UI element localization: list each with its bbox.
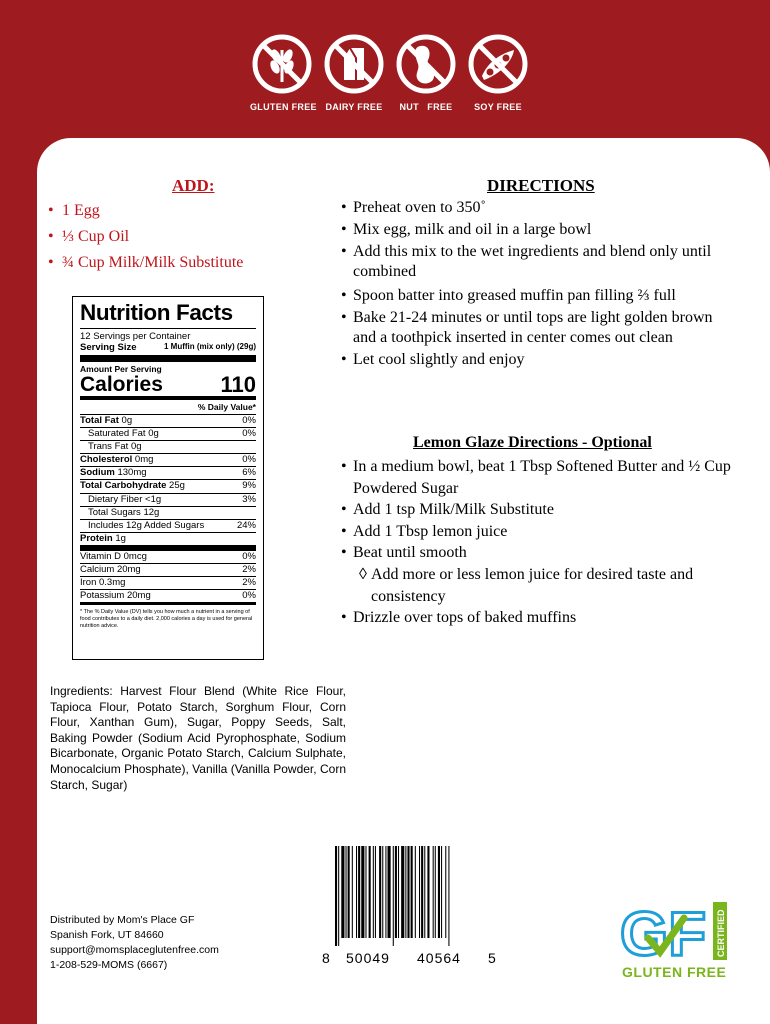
mineral-row: Calcium 20mg 2% — [80, 564, 256, 577]
barcode-bar — [441, 846, 442, 938]
barcode-bar — [369, 846, 371, 938]
mineral-row: Vitamin D 0mcg 0% — [80, 551, 256, 564]
barcode-bar — [361, 846, 364, 938]
list-item: • Add this mix to the wet ingredients and blend only until combined — [341, 242, 731, 282]
barcode-bar — [346, 846, 347, 938]
barcode-bar — [415, 846, 416, 938]
badge-label: GLUTEN FREE — [250, 102, 317, 112]
distributor-phone: 1-208-529-MOMS (6667) — [50, 959, 168, 971]
ingredients-text: Ingredients: Harvest Flour Blend (White Rice Flour, Tapioca Flour, Potato Starch, Sorghum Flour, Corn Flour, Xanthan Gum), Sugar, Poppy Seeds, Salt, Baking Powder (Sodium Acid Pyrophosphate, Sodium Bicarbonate, Organic Potato Starch, Calcium Sulphate, Monocalcium Phosphate), Vanilla (Vanilla Powder, Corn Starch, Sugar) — [50, 684, 346, 792]
barcode-check-digit: 5 — [488, 950, 497, 966]
nutrition-footnote: * The % Daily Value (DV) tells you how much a nutrient in a serving of food contributes to a daily diet. 2,000 calories a day is used for general nutrition advice. — [80, 602, 256, 630]
barcode-bar — [388, 846, 391, 938]
nutrient-row: Includes 12g Added Sugars 24% — [80, 520, 256, 533]
nutrient-row: Sodium 130mg 6% — [80, 467, 256, 480]
barcode-digit: 8 — [322, 950, 331, 966]
barcode-bar — [385, 846, 386, 938]
nutrient-row: Cholesterol 0mg 0% — [80, 454, 256, 467]
barcode-bar — [382, 846, 383, 938]
gluten-free-badge — [250, 32, 317, 112]
badge-label: DAIRY FREE — [325, 102, 383, 112]
barcode-bar — [393, 846, 394, 946]
list-item: • Preheat oven to 350˚ — [341, 198, 731, 218]
barcode-bar — [407, 846, 409, 938]
barcode-bar — [405, 846, 406, 938]
allergen-badges — [250, 32, 530, 122]
barcode-bar — [398, 846, 399, 938]
barcode-bar — [358, 846, 360, 938]
barcode-bar — [433, 846, 434, 938]
barcode-bar — [356, 846, 357, 938]
nutrition-title: Nutrition Facts — [80, 300, 233, 325]
list-item: • Spoon batter into greased muffin pan filling ⅔ full — [341, 286, 731, 306]
directions-list — [341, 198, 731, 372]
list-item: • ⅓ Cup Oil — [48, 228, 130, 245]
nutrient-row: Total Sugars 12g — [80, 507, 256, 520]
distributor-info — [50, 913, 219, 973]
distributor-email: support@momsplaceglutenfree.com — [50, 944, 219, 956]
distributor-address: Spanish Fork, UT 84660 — [50, 929, 164, 941]
barcode-bar — [448, 846, 449, 946]
barcode-bar — [373, 846, 374, 938]
barcode-digits-right: 40564 — [417, 950, 461, 966]
barcode-bar — [375, 846, 376, 938]
badge-label: NUT FREE — [399, 102, 453, 112]
barcode-bar — [341, 846, 344, 938]
barcode-bar — [421, 846, 423, 938]
dairy-free-icon — [322, 32, 386, 96]
serving-size: Serving Size 1 Muffin (mix only) (29g) — [80, 342, 256, 362]
list-item: • Add 1 tsp Milk/Milk Substitute — [341, 499, 731, 521]
calories-row: Calories 110 — [80, 374, 256, 400]
gluten-free-certified-logo — [618, 900, 730, 980]
list-item: • Add 1 Tbsp lemon juice — [341, 521, 731, 543]
daily-value-header: % Daily Value* — [80, 400, 256, 415]
barcode-bar — [445, 846, 446, 938]
barcode-bar — [352, 846, 353, 938]
directions-title: DIRECTIONS — [487, 176, 595, 195]
list-item: • ¾ Cup Milk/Milk Substitute — [48, 254, 244, 271]
list-item: • Let cool slightly and enjoy — [341, 350, 731, 370]
barcode-bar — [395, 846, 397, 938]
barcode-bar — [335, 846, 337, 946]
nutrient-row: Protein 1g — [80, 533, 256, 551]
sub-list-item: ◊ Add more or less lemon juice for desired taste and consistency — [359, 565, 694, 605]
distributor-line: Distributed by Mom's Place GF — [50, 914, 195, 926]
nutrition-facts-panel — [72, 296, 264, 660]
nutrient-row: Dietary Fiber <1g 3% — [80, 494, 256, 507]
gf-caption: GLUTEN FREE — [622, 964, 727, 980]
barcode — [333, 846, 497, 946]
mineral-row: Iron 0.3mg 2% — [80, 577, 256, 590]
add-list — [48, 200, 243, 278]
barcode-digits-left: 50049 — [346, 950, 390, 966]
list-item: • Beat until smooth — [341, 542, 731, 564]
soy-free-badge — [466, 32, 530, 112]
badge-label: SOY FREE — [474, 102, 522, 112]
nut-free-badge — [394, 32, 458, 112]
list-item: • Drizzle over tops of baked muffins — [341, 607, 731, 629]
barcode-bar — [348, 846, 350, 938]
nutrient-row: Trans Fat 0g — [80, 441, 256, 454]
barcode-bar — [419, 846, 420, 938]
glaze-list — [341, 456, 731, 629]
gluten-free-icon — [250, 32, 314, 96]
nutrient-row: Saturated Fat 0g 0% — [80, 428, 256, 441]
barcode-bar — [424, 846, 425, 938]
nutrient-row: Total Fat 0g 0% — [80, 415, 256, 428]
glaze-title: Lemon Glaze Directions - Optional — [413, 434, 652, 451]
amount-per-serving: Amount Per Serving — [80, 364, 162, 374]
barcode-bar — [427, 846, 429, 938]
barcode-bar — [438, 846, 440, 938]
servings-per-container: 12 Servings per Container — [80, 328, 256, 342]
diamond-bullet: ◊ — [359, 565, 367, 583]
list-item: • 1 Egg — [48, 202, 100, 219]
barcode-bar — [411, 846, 413, 938]
certified-text: CERTIFIED — [716, 909, 726, 957]
list-item: • Mix egg, milk and oil in a large bowl — [341, 220, 731, 240]
barcode-bar — [379, 846, 381, 938]
list-item: • Bake 21-24 minutes or until tops are light golden brown and a toothpick inserted in center comes out clean — [341, 308, 731, 348]
gf-letters: GF — [620, 900, 707, 969]
barcode-bar — [401, 846, 404, 938]
nut-free-icon — [394, 32, 458, 96]
barcode-bar — [365, 846, 366, 938]
mineral-row: Potassium 20mg 0% — [80, 590, 256, 602]
soy-free-icon — [466, 32, 530, 96]
barcode-bar — [338, 846, 339, 946]
nutrient-row: Total Carbohydrate 25g 9% — [80, 480, 256, 493]
dairy-free-badge — [322, 32, 386, 112]
add-title: ADD: — [172, 176, 215, 195]
list-item: • In a medium bowl, beat 1 Tbsp Softened Butter and ½ Cup Powdered Sugar — [341, 456, 731, 499]
barcode-bar — [435, 846, 436, 938]
